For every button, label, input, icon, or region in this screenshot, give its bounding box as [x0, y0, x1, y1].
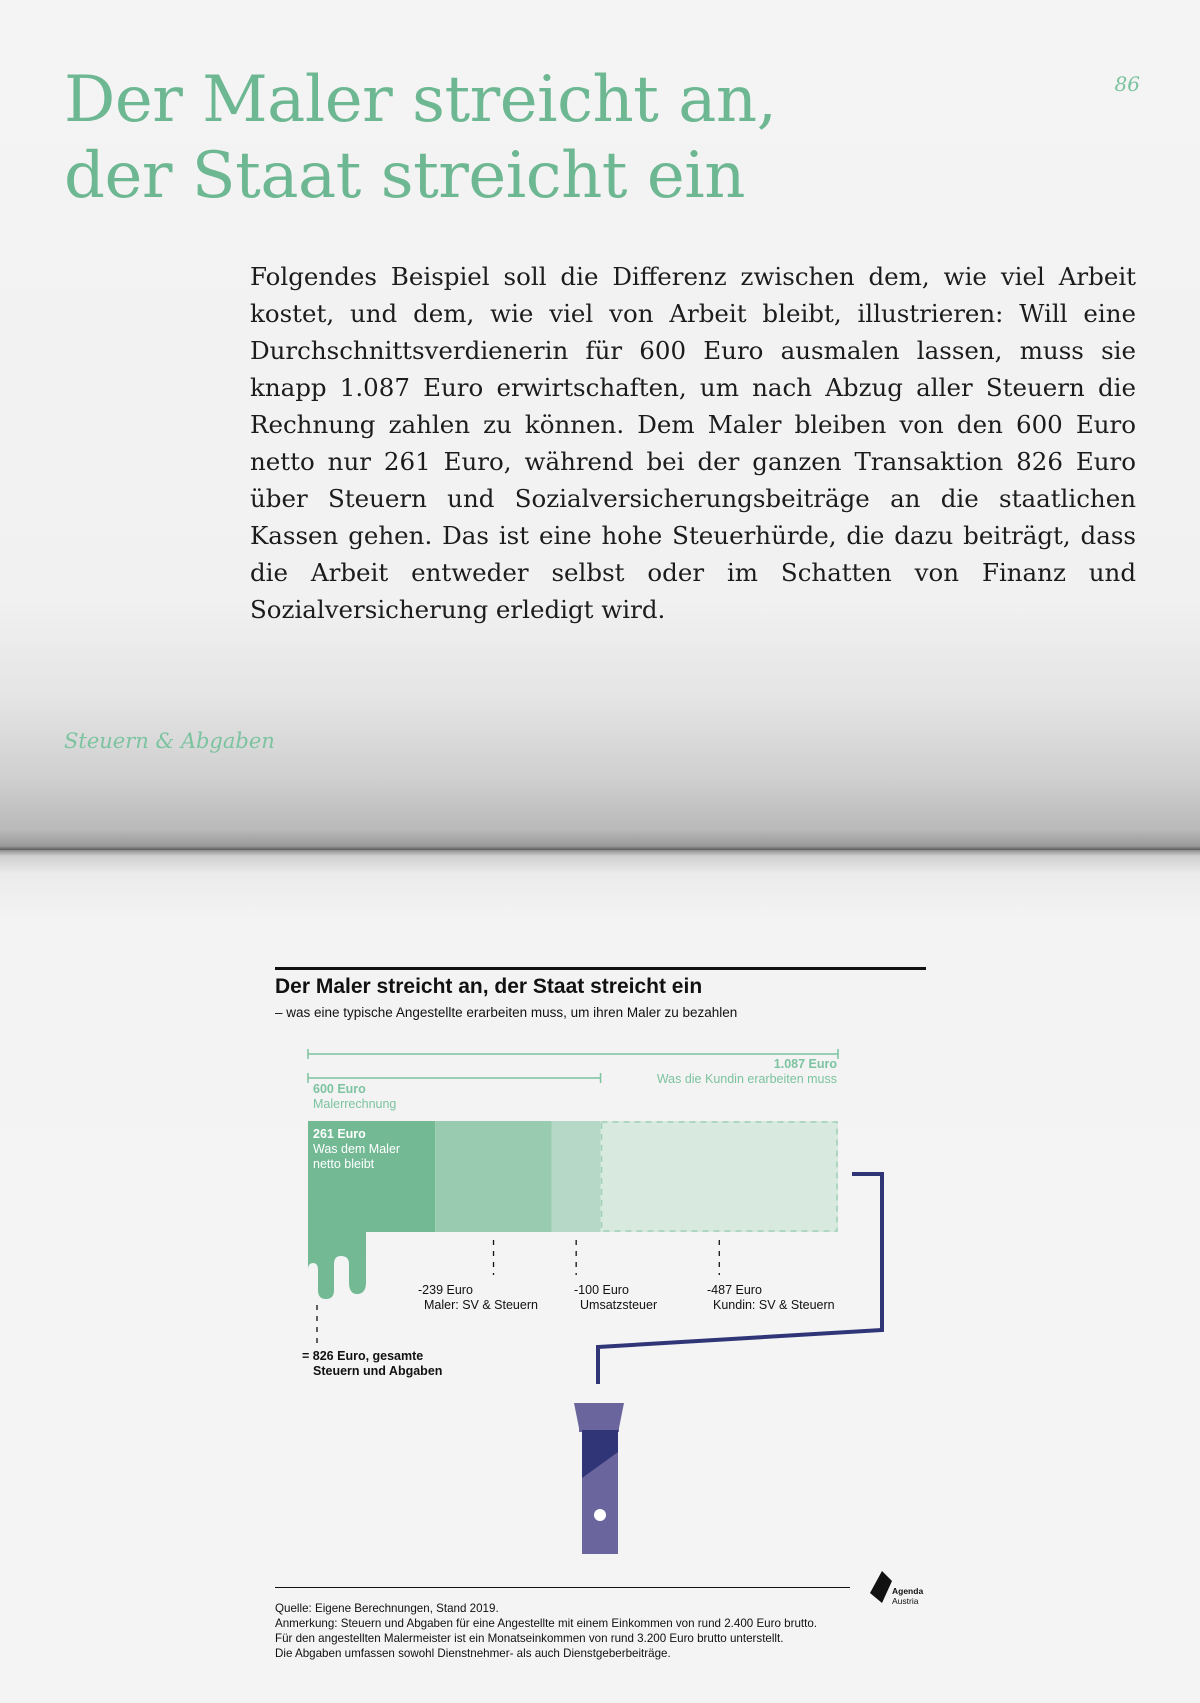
invoice-label: 600 Euro: [313, 1082, 366, 1096]
net-label: 261 Euro: [313, 1127, 366, 1141]
bar-segment-2: [435, 1121, 552, 1232]
roller-hole: [594, 1509, 606, 1521]
seg-maler-sv-value: -239 Euro: [418, 1283, 473, 1297]
logo-mark: [870, 1571, 892, 1603]
seg-umsatzsteuer-value: -100 Euro: [574, 1283, 629, 1297]
total-taxes-line-1: = 826 Euro, gesamte: [302, 1349, 424, 1363]
net-caption-2: netto bleibt: [313, 1157, 375, 1171]
seg-kundin-sv-caption: Kundin: SV & Steuern: [713, 1298, 835, 1312]
chart-subtitle: – was eine typische Angestellte erarbeiten muss, um ihren Maler zu bezahlen: [275, 1005, 738, 1020]
section-label: Steuern & Abgaben: [64, 729, 275, 753]
logo-text-2: Austria: [892, 1596, 919, 1606]
footer-rule: [275, 1587, 850, 1588]
page-number: 86: [1114, 72, 1140, 96]
page-title-line-2: der Staat streicht ein: [64, 139, 745, 213]
invoice-caption: Malerrechnung: [313, 1097, 397, 1111]
stacked-bar: [308, 1121, 838, 1232]
total-label: 1.087 Euro: [773, 1057, 837, 1071]
seg-umsatzsteuer-caption: Umsatzsteuer: [580, 1298, 658, 1312]
seg-kundin-sv-value: -487 Euro: [707, 1283, 762, 1297]
annotation-note-3: Die Abgaben umfassen sowohl Dienstnehmer- als auch Dienstgeberbeiträge.: [275, 1647, 671, 1660]
total-taxes-line-2: Steuern und Abgaben: [313, 1364, 443, 1378]
paint-drip: [308, 1232, 366, 1299]
annotation-note-1: Anmerkung: Steuern und Abgaben für eine Angestellte mit einem Einkommen von rund 2.400 Euro brutto.: [275, 1617, 818, 1630]
chart-notes: [275, 1601, 817, 1661]
bar-segment-3: [552, 1121, 601, 1232]
page-title-line-1: Der Maler streicht an,: [64, 63, 777, 137]
seg-maler-sv-caption: Maler: SV & Steuern: [424, 1298, 538, 1312]
chart-title: Der Maler streicht an, der Staat streicht ein: [275, 975, 703, 998]
roller-handle-top: [574, 1403, 624, 1432]
annotation-note-2: Für den angestellten Malermeister ist ein Monatseinkommen von rund 3.200 Euro brutto unterstellt.: [275, 1632, 784, 1645]
logo-text-1: Agenda: [892, 1586, 924, 1596]
net-caption-1: Was dem Maler: [313, 1142, 401, 1156]
source-note: Quelle: Eigene Berechnungen, Stand 2019.: [275, 1602, 499, 1615]
bar-segment-4: [601, 1121, 838, 1232]
total-caption: Was die Kundin erarbeiten muss: [656, 1072, 837, 1086]
body-paragraph: Folgendes Beispiel soll die Differenz zwischen dem, wie viel Arbeit kostet, und dem, wie viel von Arbeit bleibt, illustrieren: Will eine Durchschnittsverdienerin für 600 Euro ausmalen lassen, muss sie knapp 1.087 Euro erwirtschaften, um nach Abzug aller Steuern die Rechnung zahlen zu können. Dem Maler bleiben von den 600 Euro netto nur 261 Euro, während bei der ganzen Transaktion 826 Euro über Steuern und Sozialversicherungsbeiträge an die staatlichen Kassen gehen. Das ist eine hohe Steuerhürde, die dazu beiträgt, dass die Arbeit entweder selbst oder im Schatten von Finanz und Sozialversicherung erledigt wird.: [250, 262, 1136, 624]
